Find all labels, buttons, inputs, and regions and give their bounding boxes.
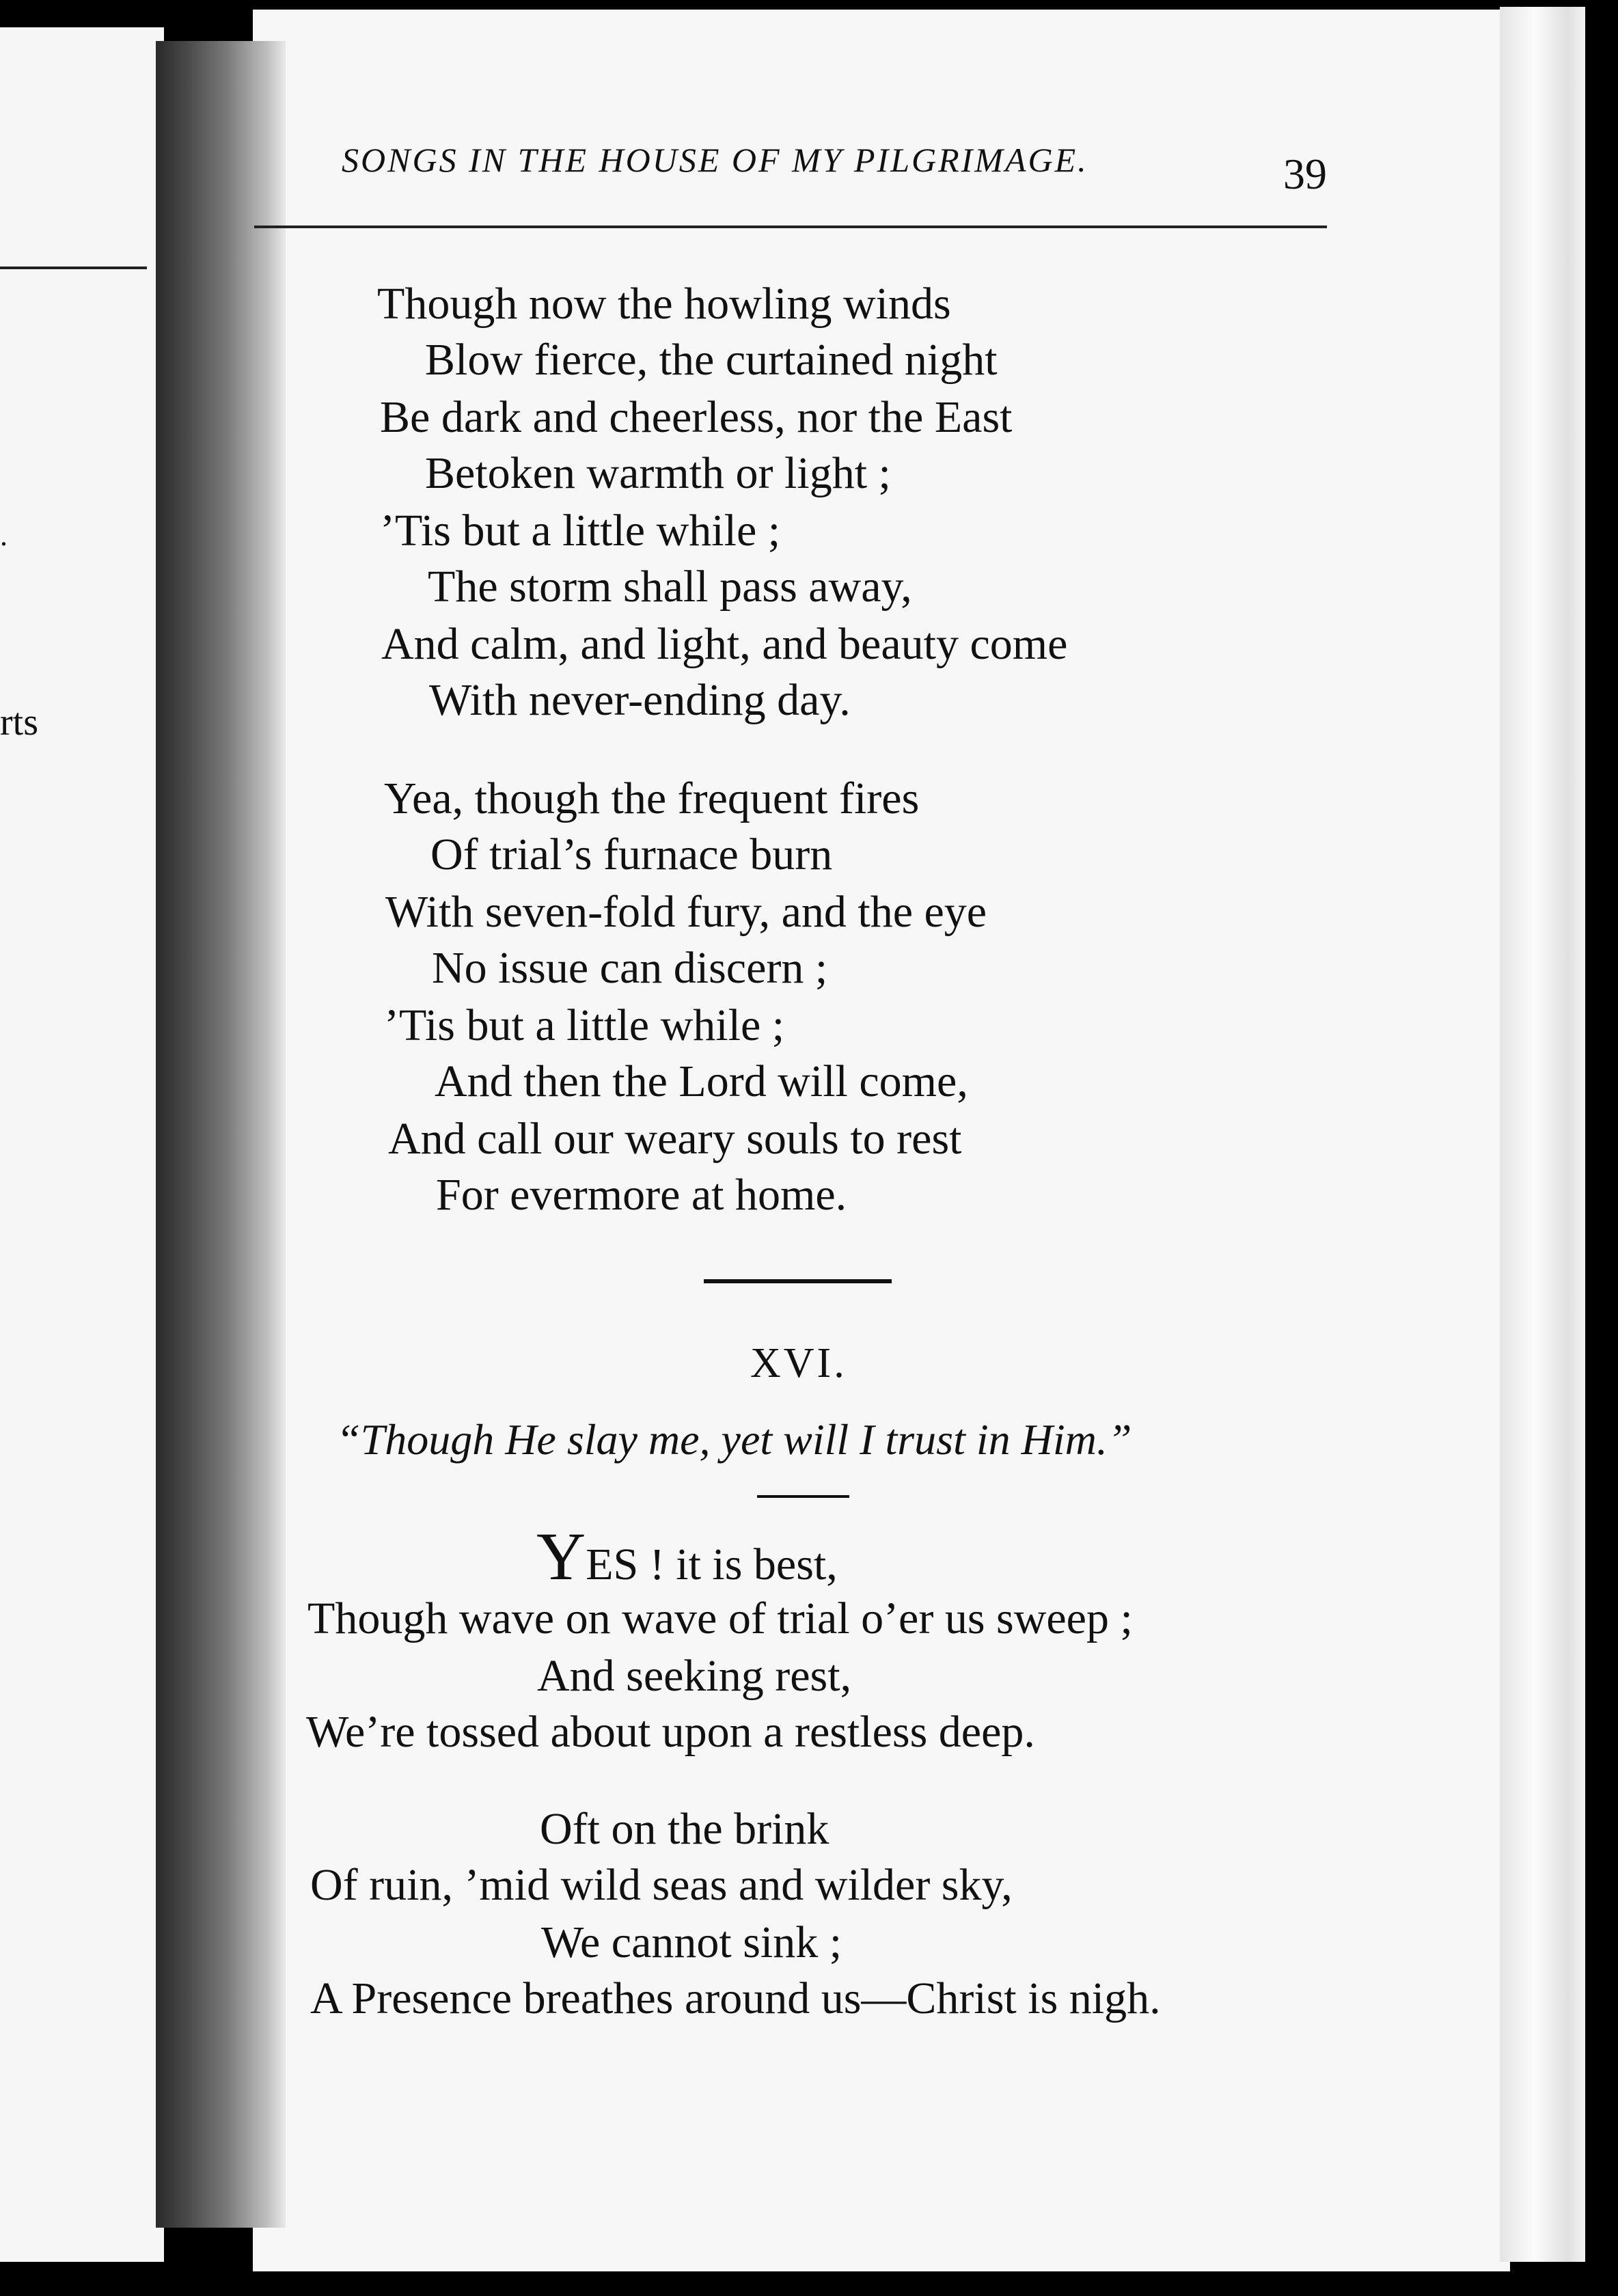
verse-line: And calm, and light, and beauty come bbox=[381, 619, 1068, 669]
verse-line: ’Tis but a little while ; bbox=[380, 506, 781, 556]
verse-line: Though wave on wave of trial o’er us sweep ; bbox=[307, 1594, 1133, 1643]
verse-line: And seeking rest, bbox=[537, 1651, 852, 1701]
verse-line: Betoken warmth or light ; bbox=[425, 448, 891, 498]
epigraph: “Though He slay me, yet will I trust in Him.” bbox=[336, 1415, 1132, 1464]
verse-line: Blow fierce, the curtained night bbox=[425, 335, 998, 385]
verse-line: Yea, though the frequent fires bbox=[384, 774, 920, 823]
left-page-fragment: rts bbox=[0, 701, 38, 743]
verse-line: Be dark and cheerless, nor the East bbox=[380, 392, 1013, 442]
verse-line: The storm shall pass away, bbox=[428, 562, 912, 612]
section-number: XVI. bbox=[750, 1340, 847, 1386]
verse-line: Though now the howling winds bbox=[377, 279, 951, 329]
drop-cap: Y bbox=[536, 1518, 586, 1594]
left-page bbox=[0, 27, 164, 2262]
small-caps: ES bbox=[586, 1540, 639, 1589]
page-number: 39 bbox=[1283, 150, 1327, 198]
section-separator bbox=[704, 1279, 892, 1283]
verse-line: And call our weary souls to rest bbox=[388, 1114, 962, 1164]
book-gutter bbox=[156, 41, 286, 2228]
verse-line: ’Tis but a little while ; bbox=[384, 1000, 785, 1050]
verse-line: Of trial’s furnace burn bbox=[430, 830, 833, 879]
verse-line: No issue can discern ; bbox=[432, 943, 828, 993]
verse-line: For evermore at home. bbox=[436, 1170, 847, 1220]
page-edge bbox=[1500, 7, 1585, 2262]
verse-line: With never-ending day. bbox=[429, 675, 851, 725]
running-title: SONGS IN THE HOUSE OF MY PILGRIMAGE. bbox=[342, 141, 1088, 179]
poem-first-line bbox=[536, 1518, 838, 1594]
verse-line: Oft on the brink bbox=[540, 1804, 829, 1854]
left-page-mark: . bbox=[0, 519, 8, 552]
verse-line: A Presence breathes around us—Christ is nigh. bbox=[310, 1973, 1161, 2023]
verse-line: Of ruin, ’mid wild seas and wilder sky, bbox=[310, 1860, 1013, 1910]
verse-line: We’re tossed about upon a restless deep. bbox=[306, 1707, 1035, 1757]
verse-line: With seven-fold fury, and the eye bbox=[385, 887, 987, 937]
header-rule bbox=[254, 226, 1327, 228]
left-page-rule bbox=[0, 266, 147, 269]
verse-line: And then the Lord will come, bbox=[435, 1056, 968, 1106]
verse-line: We cannot sink ; bbox=[541, 1917, 842, 1967]
epigraph-rule bbox=[757, 1495, 849, 1498]
first-line-rest: ! it is best, bbox=[649, 1540, 838, 1589]
